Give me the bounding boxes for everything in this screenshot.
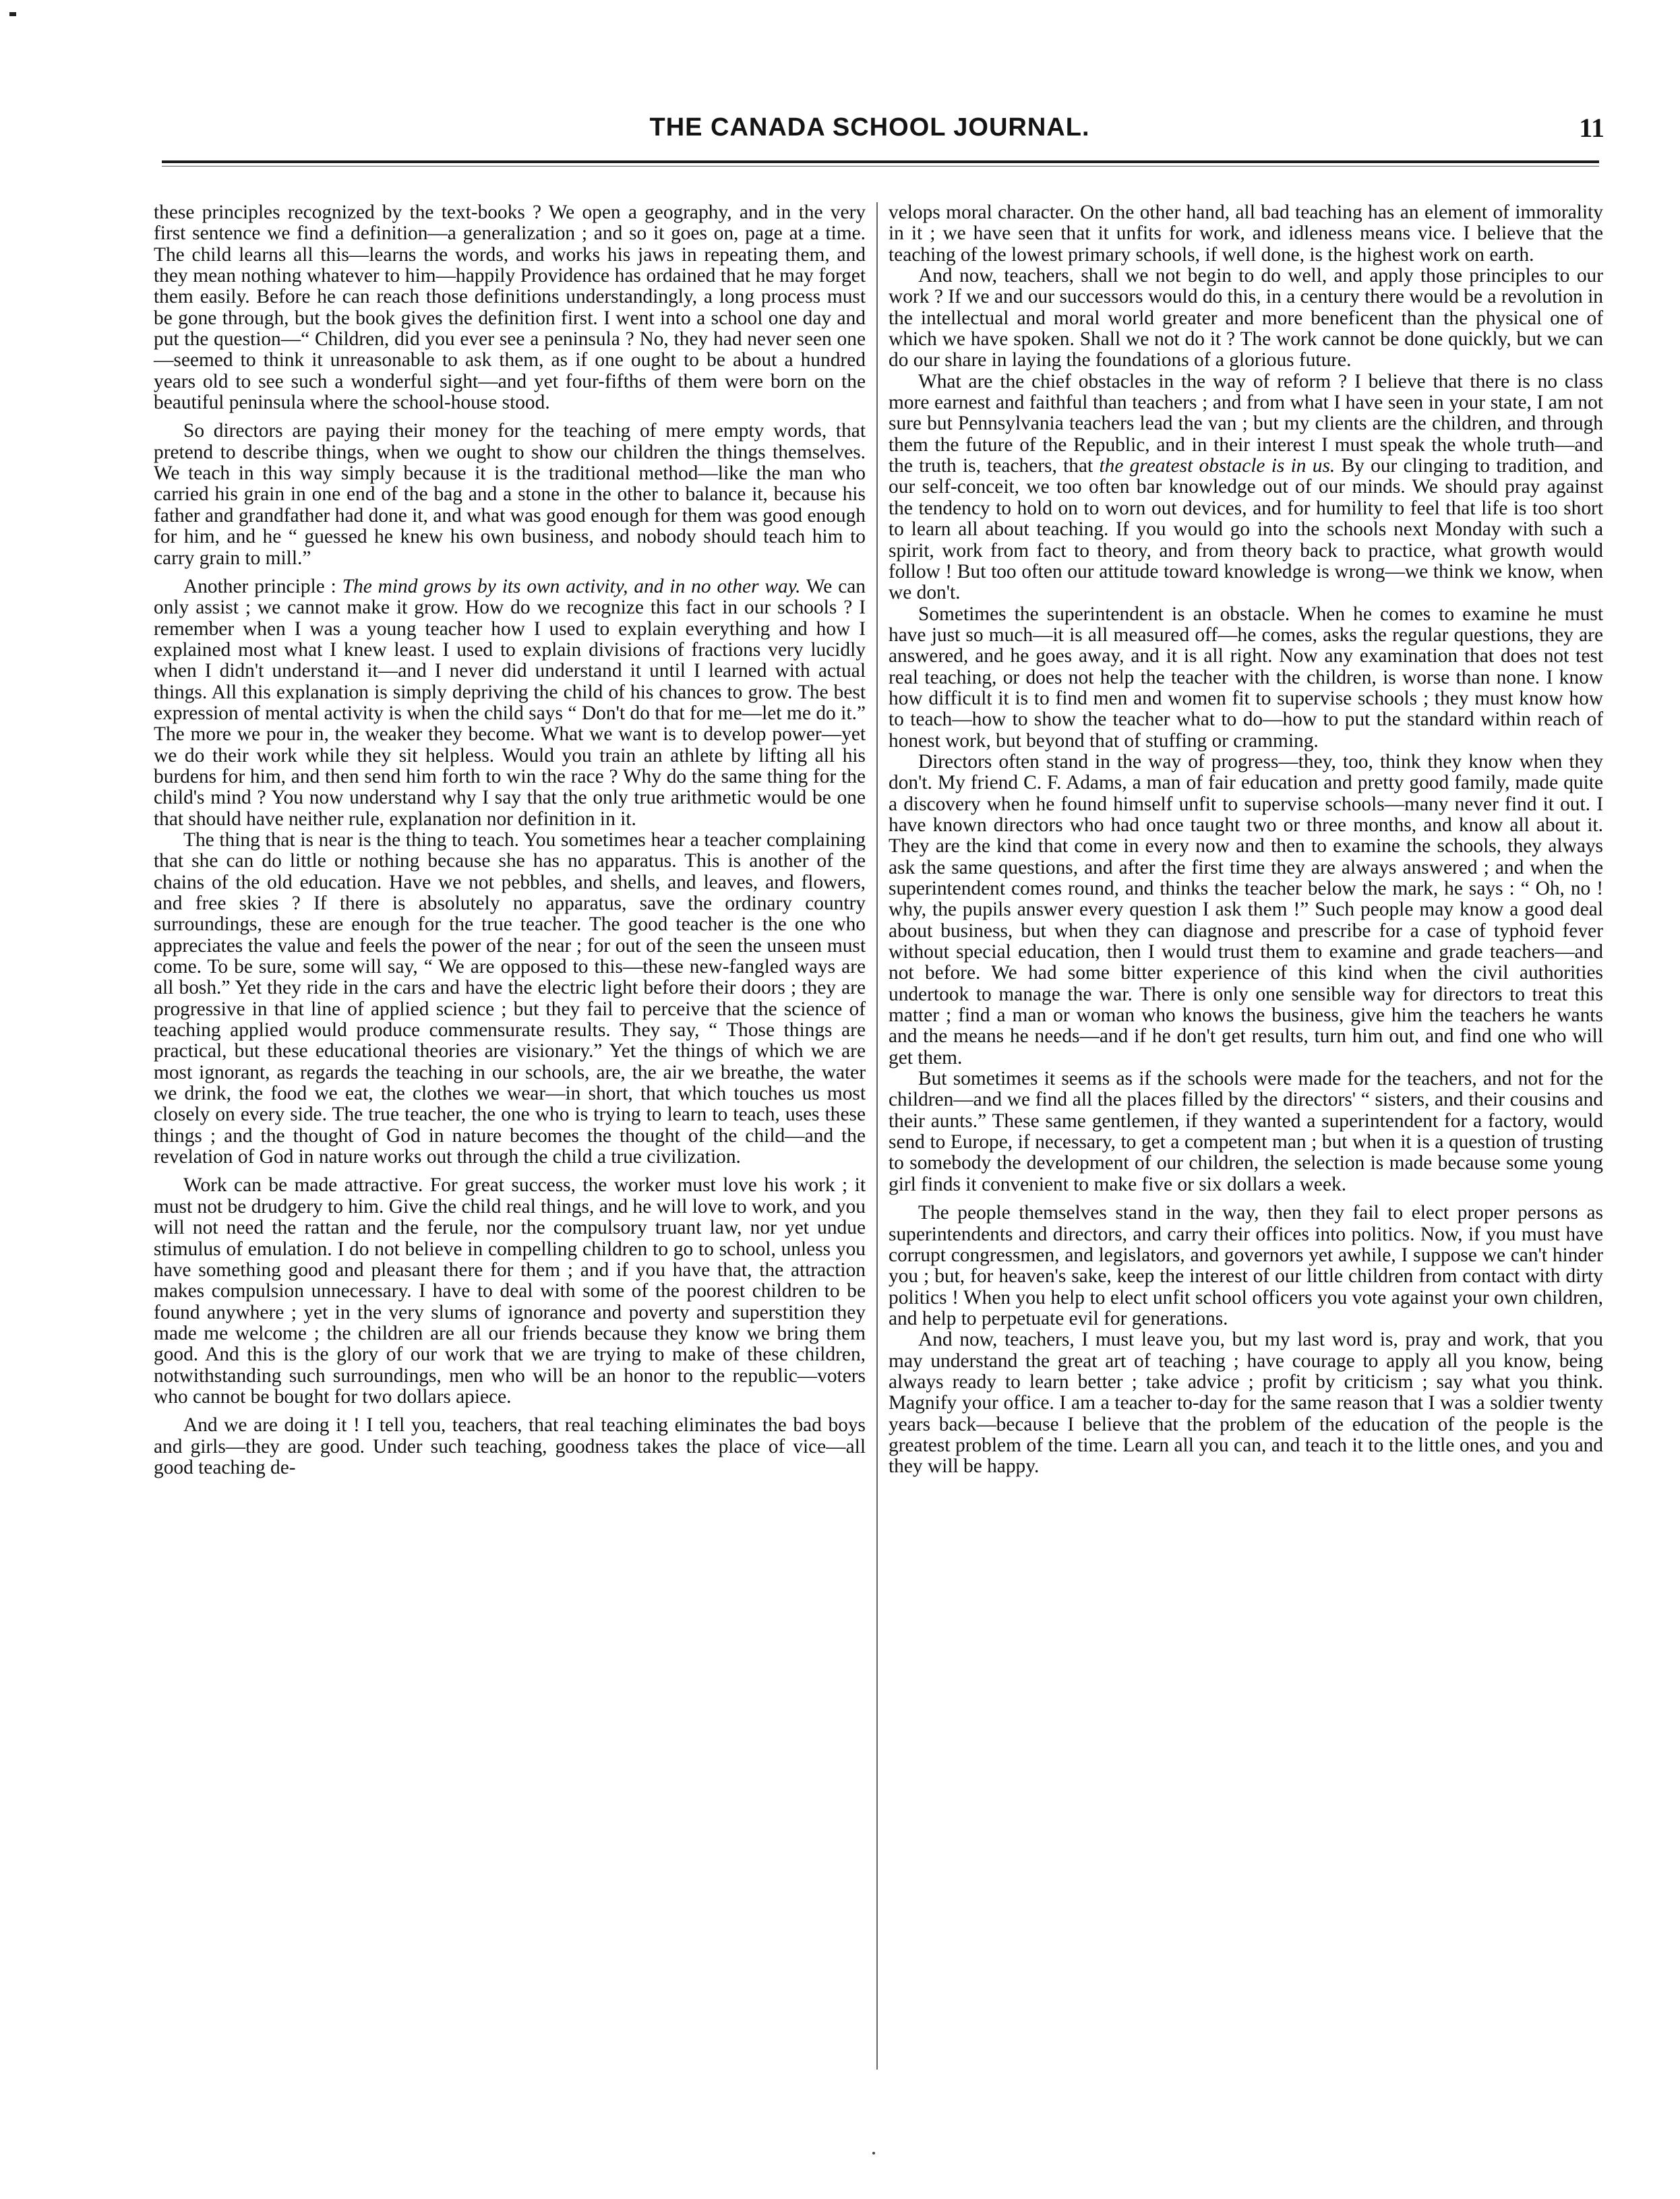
header-rule: [162, 160, 1599, 163]
paragraph-text: Another principle :: [183, 575, 342, 597]
right-column: [889, 202, 1603, 1478]
paragraph-text: What are the chief obstacles in the way of reform ? I believe that there is no class more earnest and faithful than teachers ; and from what I have seen in your state, I am not sure but Pennsylvania teachers lead the van ; but my clients are the children, and through them the future of the Republic, and in their interest I must speak the whole truth—and the truth is, teachers, that: [889, 370, 1603, 477]
paragraph: velops moral character. On the other hand, all bad teaching has an element of immorality in it ; we have seen that it unfits for work, and idleness means vice. I believe that the teaching of the lowest primary schools, if well done, is the highest work on earth.: [889, 202, 1603, 266]
emphasis-text: the greatest obstacle is in us.: [1099, 455, 1336, 477]
paragraph: Sometimes the superintendent is an obstacle. When he comes to examine he must have just so much—it is all measured off—he comes, asks the regular questions, they are answered, and he goes away, and it is all right. Now any examination that does not test real teaching, or does not help the teacher with the children, is worse than none. I know how difficult it is to find men and women fit to supervise schools ; they must know how to teach—how to show the teacher what to do—how to put the standard within reach of honest work, but beyond that of stuffing or cramming.: [889, 603, 1603, 752]
column-divider: [876, 202, 878, 2070]
page-number: 11: [1579, 113, 1604, 143]
paragraph: [154, 576, 866, 830]
paragraph: And now, teachers, shall we not begin to do well, and apply those principles to our work ? If we and our successors would do this, in a century there would be a revolution in the intellectual and moral world greater and more beneficent than the physical one of which we have spoken. Shall we not do it ? The work cannot be done quickly, but we can do our share in laying the foundations of a glorious future.: [889, 265, 1603, 371]
paragraph: Work can be made attractive. For great success, the worker must love his work ; it must not be drudgery to him. Give the child real things, and he will love to work, and you will not need the rattan and the ferule, nor the compulsory truant law, nor yet undue stimulus of emulation. I do not believe in compelling children to go to school, unless you have something good and pleasant there for them ; and if you have that, the attraction makes compulsion unnecessary. I have to deal with some of the poorest children to be found anywhere ; yet in the very slums of ignorance and poverty and superstition they made me welcome ; the children are all our friends because they know we bring them good. And this is the glory of our work that we are trying to make of these children, notwithstanding such surroundings, men who will be an honor to the republic—voters who cannot be bought for two dollars apiece.: [154, 1174, 866, 1408]
page-header: [135, 108, 1604, 155]
print-speck: [872, 2152, 875, 2155]
paragraph: [889, 371, 1603, 604]
header-rule-thin: [162, 166, 1599, 167]
paragraph: Directors often stand in the way of progress—they, too, think they know when they don't. My friend C. F. Adams, a man of fair education and pretty good family, made quite a discovery when he found himself unfit to supervise schools—many never find it out. I have known directors who had once taught two or three months, and know all about it. They are the kind that come in every now and then to examine the schools, they always ask the same questions, and after the first time they are always answered ; and when the superintendent comes round, and thinks the teacher below the mark, he says : “ Oh, no ! why, the pupils answer every question I ask them !” Such people may know a good deal about business, but when they can diagnose and prescribe for a case of typhoid fever without special education, then I would trust them to examine and grade teachers—and not before. We had some bitter experience of this kind when the civil authorities undertook to manage the war. There is only one sensible way for directors to treat this matter ; find a man or woman who knows the business, give him the teachers he wants and the means he needs—and if he don't get results, turn him out, and find one who will get them.: [889, 750, 1603, 1068]
paragraph: But sometimes it seems as if the schools were made for the teachers, and not for the children—and we find all the places filled by the directors' “ sisters, and their cousins and their aunts.” These same gentlemen, if they wanted a superintendent for a factory, would send to Europe, if necessary, to get a competent man ; but when it is a question of trusting to somebody the development of our children, the selection is made because some young girl finds it convenient to make five or six dollars a week.: [889, 1068, 1603, 1195]
left-column: [154, 202, 866, 1478]
paragraph: The thing that is near is the thing to teach. You sometimes hear a teacher complaining that she can do little or nothing because she has no apparatus. This is another of the chains of the old education. Have we not pebbles, and shells, and leaves, and flowers, and free skies ? If there is absolutely no apparatus, save the ordinary country surroundings, these are enough for the true teacher. The good teacher is the one who appreciates the value and feels the power of the near ; for out of the seen the unseen must come. To be sure, some will say, “ We are opposed to this—these new-fangled ways are all bosh.” Yet they ride in the cars and have the electric light before their doors ; they are progressive in that line of applied science ; but they fail to perceive that the science of teaching applied would produce commensurate results. They say, “ Those things are practical, but these educational theories are visionary.” Yet the things of which we are most ignorant, as regards the teaching in our schools, are, the air we breathe, the water we drink, the food we eat, the clothes we wear—in short, that which touches us most closely on every side. The true teacher, the one who is trying to learn to teach, uses these things ; and the thought of God in nature becomes the thought of the child—and the revelation of God in nature works out through the child a true civilization.: [154, 829, 866, 1168]
paragraph: And now, teachers, I must leave you, but my last word is, pray and work, that you may understand the great art of teaching ; have courage to apply all you know, being always ready to learn better ; take advice ; profit by criticism ; say what you think. Magnify your office. I am a teacher to-day for the same reason that I was a soldier twenty years back—because I believe that the problem of the education of the people is the greatest problem of the time. Learn all you can, and teach it to the little ones, and you and they will be happy.: [889, 1329, 1603, 1478]
paragraph: And we are doing it ! I tell you, teachers, that real teaching eliminates the bad boys and girls—they are good. Under such teaching, goodness takes the place of vice—all good teaching de-: [154, 1414, 866, 1478]
emphasis-text: The mind grows by its own activity, and in no other way.: [342, 575, 801, 597]
paragraph: these principles recognized by the text-books ? We open a geography, and in the very first sentence we find a definition—a generalization ; and so it goes on, page at a time. The child learns all this—learns the words, and works his jaws in repeating them, and they mean nothing whatever to him—happily Providence has ordained that he may forget them easily. Before he can reach those definitions understandingly, a long process must be gone through, but the book gives the definition first. I went into a school one day and put the question—“ Children, did you ever see a peninsula ? No, they had never seen one—seemed to think it unreasonable to ask them, as if one ought to be about a hundred years old to see such a wonderful sight—and yet four-fifths of them were born on the beautiful peninsula where the school-house stood.: [154, 202, 866, 414]
margin-mark: [9, 12, 16, 16]
paragraph-text: By our clinging to tradition, and our self-conceit, we too often bar knowledge out of our minds. We should pray against the tendency to hold on to worn out devices, and for humility to feel that life is too short to learn all about teaching. If you would go into the schools next Monday with such a spirit, work from fact to theory, and from theory back to practice, what growth would follow ! But too often our attitude toward knowledge is wrong—we think we know, when we don't.: [889, 455, 1603, 604]
paragraph-text: We can only assist ; we cannot make it grow. How do we recognize this fact in our schools ? I remember when I was a young teacher how I used to explain everything and how I explained most what I knew least. I used to explain divisions of fractions very lucidly when I didn't understand it—and I never did understand it until I learned with actual things. All this explanation is simply depriving the child of his chances to grow. The best expression of mental activity is when the child says “ Don't do that for me—let me do it.” The more we pour in, the weaker they become. What we want is to develop power—yet we do their work while they sit helpless. Would you train an athlete by lifting all his burdens for him, and then send him forth to win the race ? Why do the same thing for the child's mind ? You now understand why I say that the only true arithmetic would be one that should have neither rule, explanation nor definition in it.: [154, 575, 866, 830]
paragraph: So directors are paying their money for the teaching of mere empty words, that pretend to describe things, when we ought to show our children the things themselves. We teach in this way simply because it is the traditional method—like the man who carried his grain in one end of the bag and a stone in the other to balance it, because his father and grandfather had done it, and what was good enough for them was good enough for him, and he “ guessed he knew his own business, and nobody should teach him to carry grain to mill.”: [154, 420, 866, 569]
paragraph: The people themselves stand in the way, then they fail to elect proper persons as superintendents and directors, and carry their offices into politics. Now, if you must have corrupt congressmen, and legislators, and governors yet awhile, I suppose we can't hinder you ; but, for heaven's sake, keep the interest of our little children from contact with dirty politics ! When you help to elect unfit school officers you vote against your own children, and help to perpetuate evil for generations.: [889, 1202, 1603, 1329]
journal-title: THE CANADA SCHOOL JOURNAL.: [649, 113, 1090, 142]
